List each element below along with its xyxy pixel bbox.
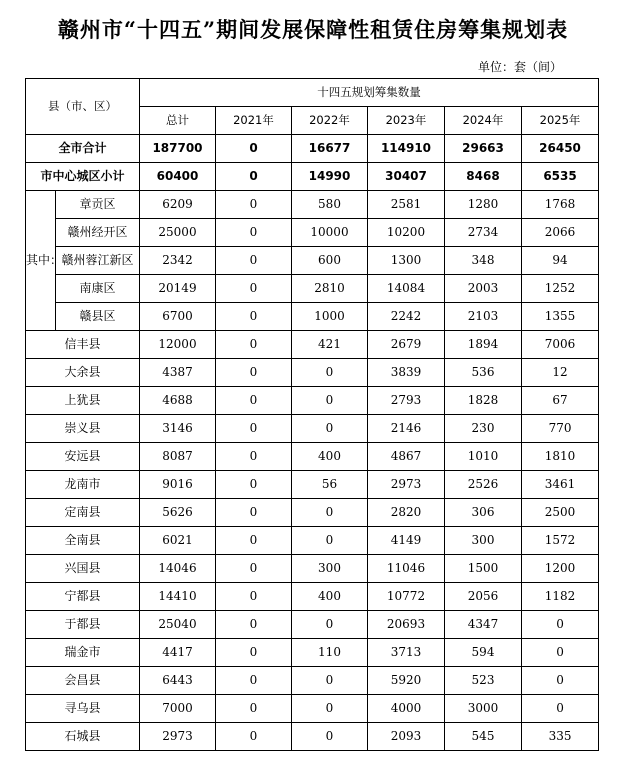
- row-value: 2793: [368, 387, 445, 415]
- row-value: 1768: [522, 191, 599, 219]
- row-value: 2500: [522, 499, 599, 527]
- row-value: 6443: [140, 667, 216, 695]
- row-value: 11046: [368, 555, 445, 583]
- sub-row: [26, 191, 599, 219]
- row-value: 4149: [368, 527, 445, 555]
- row-name: 安远县: [26, 443, 140, 471]
- row-name: 宁都县: [26, 583, 140, 611]
- row-value: 1355: [522, 303, 599, 331]
- row-value: 1182: [522, 583, 599, 611]
- row-value: 0: [216, 135, 292, 163]
- row-name: 南康区: [56, 275, 140, 303]
- row-value: 536: [445, 359, 522, 387]
- column-header: 2024年: [445, 107, 522, 135]
- row-name: 瑞金市: [26, 639, 140, 667]
- row-value: 20693: [368, 611, 445, 639]
- row-name: 上犹县: [26, 387, 140, 415]
- row-name: 全市合计: [26, 135, 140, 163]
- column-header: 总计: [140, 107, 216, 135]
- page-title: 赣州市“十四五”期间发展保障性租赁住房筹集规划表: [57, 17, 569, 42]
- row-value: 2734: [445, 219, 522, 247]
- row-value: 0: [216, 583, 292, 611]
- row-value: 1280: [445, 191, 522, 219]
- row-value: 29663: [445, 135, 522, 163]
- row-value: 6535: [522, 163, 599, 191]
- row-value: 94: [522, 247, 599, 275]
- row-value: 0: [522, 695, 599, 723]
- county-row: [26, 555, 599, 583]
- row-value: 20149: [140, 275, 216, 303]
- county-row: [26, 583, 599, 611]
- row-name: 石城县: [26, 723, 140, 751]
- row-value: 1300: [368, 247, 445, 275]
- row-value: 421: [292, 331, 368, 359]
- row-value: 114910: [368, 135, 445, 163]
- row-value: 0: [216, 275, 292, 303]
- row-value: 306: [445, 499, 522, 527]
- group-header: 十四五规划筹集数量: [140, 79, 599, 107]
- row-value: 2066: [522, 219, 599, 247]
- row-value: 12000: [140, 331, 216, 359]
- column-header: 2025年: [522, 107, 599, 135]
- county-row: [26, 695, 599, 723]
- row-value: 0: [216, 219, 292, 247]
- sub-row: [26, 275, 599, 303]
- row-value: 6209: [140, 191, 216, 219]
- row-value: 6021: [140, 527, 216, 555]
- row-value: 580: [292, 191, 368, 219]
- row-value: 10772: [368, 583, 445, 611]
- row-name: 信丰县: [26, 331, 140, 359]
- row-value: 2146: [368, 415, 445, 443]
- row-value: 3713: [368, 639, 445, 667]
- county-row: [26, 499, 599, 527]
- row-value: 300: [445, 527, 522, 555]
- row-value: 14410: [140, 583, 216, 611]
- row-value: 2581: [368, 191, 445, 219]
- row-value: 5626: [140, 499, 216, 527]
- county-row: [26, 723, 599, 751]
- row-value: 4417: [140, 639, 216, 667]
- row-value: 8087: [140, 443, 216, 471]
- county-row: [26, 639, 599, 667]
- row-value: 67: [522, 387, 599, 415]
- column-header: 2022年: [292, 107, 368, 135]
- row-value: 0: [216, 555, 292, 583]
- row-value: 1828: [445, 387, 522, 415]
- sub-group-label: 其中：: [26, 191, 56, 331]
- row-value: 2342: [140, 247, 216, 275]
- row-value: 7006: [522, 331, 599, 359]
- row-value: 0: [216, 387, 292, 415]
- row-name: 章贡区: [56, 191, 140, 219]
- row-name: 定南县: [26, 499, 140, 527]
- row-value: 2526: [445, 471, 522, 499]
- sub-row: [26, 219, 599, 247]
- county-header: 县（市、区）: [26, 79, 140, 135]
- row-value: 1000: [292, 303, 368, 331]
- row-value: 2103: [445, 303, 522, 331]
- summary-row: [26, 135, 599, 163]
- row-value: 2679: [368, 331, 445, 359]
- row-value: 2242: [368, 303, 445, 331]
- row-value: 25040: [140, 611, 216, 639]
- county-row: [26, 667, 599, 695]
- row-value: 0: [216, 695, 292, 723]
- row-value: 348: [445, 247, 522, 275]
- row-value: 0: [216, 303, 292, 331]
- row-value: 0: [292, 387, 368, 415]
- row-name: 龙南市: [26, 471, 140, 499]
- row-value: 2093: [368, 723, 445, 751]
- row-value: 10000: [292, 219, 368, 247]
- row-value: 2820: [368, 499, 445, 527]
- row-value: 335: [522, 723, 599, 751]
- row-value: 1252: [522, 275, 599, 303]
- row-value: 0: [292, 499, 368, 527]
- county-row: [26, 387, 599, 415]
- row-value: 3000: [445, 695, 522, 723]
- row-value: 770: [522, 415, 599, 443]
- row-value: 1500: [445, 555, 522, 583]
- row-name: 大余县: [26, 359, 140, 387]
- row-value: 0: [292, 695, 368, 723]
- row-value: 0: [216, 331, 292, 359]
- row-value: 400: [292, 443, 368, 471]
- row-value: 0: [292, 527, 368, 555]
- row-value: 0: [216, 611, 292, 639]
- row-value: 0: [292, 611, 368, 639]
- row-value: 0: [216, 527, 292, 555]
- row-value: 5920: [368, 667, 445, 695]
- row-value: 0: [216, 639, 292, 667]
- row-value: 60400: [140, 163, 216, 191]
- row-value: 0: [292, 415, 368, 443]
- row-value: 56: [292, 471, 368, 499]
- row-value: 230: [445, 415, 522, 443]
- row-value: 2973: [140, 723, 216, 751]
- row-value: 594: [445, 639, 522, 667]
- row-value: 3839: [368, 359, 445, 387]
- row-value: 600: [292, 247, 368, 275]
- row-name: 市中心城区小计: [26, 163, 140, 191]
- header-row-1: [26, 79, 599, 107]
- row-value: 16677: [292, 135, 368, 163]
- row-value: 25000: [140, 219, 216, 247]
- row-value: 0: [216, 163, 292, 191]
- unit-label: 单位：套（间）: [477, 60, 562, 74]
- county-row: [26, 471, 599, 499]
- row-value: 9016: [140, 471, 216, 499]
- row-value: 0: [292, 723, 368, 751]
- county-row: [26, 415, 599, 443]
- row-value: 12: [522, 359, 599, 387]
- row-value: 0: [292, 667, 368, 695]
- row-value: 0: [216, 247, 292, 275]
- row-value: 4867: [368, 443, 445, 471]
- row-value: 4000: [368, 695, 445, 723]
- row-value: 110: [292, 639, 368, 667]
- county-row: [26, 443, 599, 471]
- row-value: 545: [445, 723, 522, 751]
- county-row: [26, 359, 599, 387]
- row-value: 10200: [368, 219, 445, 247]
- row-value: 2003: [445, 275, 522, 303]
- row-value: 0: [216, 191, 292, 219]
- row-value: 0: [522, 667, 599, 695]
- county-row: [26, 611, 599, 639]
- row-value: 2056: [445, 583, 522, 611]
- row-value: 400: [292, 583, 368, 611]
- county-row: [26, 331, 599, 359]
- table-body: [26, 79, 599, 751]
- row-value: 0: [216, 667, 292, 695]
- row-value: 8468: [445, 163, 522, 191]
- row-value: 300: [292, 555, 368, 583]
- row-name: 会昌县: [26, 667, 140, 695]
- sub-row: [26, 247, 599, 275]
- row-value: 0: [216, 415, 292, 443]
- row-value: 6700: [140, 303, 216, 331]
- row-value: 0: [522, 639, 599, 667]
- sub-row: [26, 303, 599, 331]
- summary-row: [26, 163, 599, 191]
- row-value: 14084: [368, 275, 445, 303]
- row-value: 1200: [522, 555, 599, 583]
- row-value: 0: [216, 499, 292, 527]
- row-name: 赣县区: [56, 303, 140, 331]
- county-row: [26, 527, 599, 555]
- row-value: 0: [216, 443, 292, 471]
- row-value: 0: [216, 359, 292, 387]
- row-value: 3146: [140, 415, 216, 443]
- row-value: 30407: [368, 163, 445, 191]
- row-value: 0: [522, 611, 599, 639]
- row-value: 26450: [522, 135, 599, 163]
- row-value: 14990: [292, 163, 368, 191]
- row-value: 0: [216, 723, 292, 751]
- row-value: 187700: [140, 135, 216, 163]
- row-value: 7000: [140, 695, 216, 723]
- row-name: 崇义县: [26, 415, 140, 443]
- column-header: 2023年: [368, 107, 445, 135]
- row-value: 1894: [445, 331, 522, 359]
- row-value: 4688: [140, 387, 216, 415]
- row-name: 寻乌县: [26, 695, 140, 723]
- row-value: 1810: [522, 443, 599, 471]
- column-header: 2021年: [216, 107, 292, 135]
- row-value: 1572: [522, 527, 599, 555]
- row-value: 14046: [140, 555, 216, 583]
- row-value: 0: [216, 471, 292, 499]
- row-value: 0: [292, 359, 368, 387]
- row-value: 4387: [140, 359, 216, 387]
- row-name: 于都县: [26, 611, 140, 639]
- row-value: 2810: [292, 275, 368, 303]
- row-name: 赣州蓉江新区: [56, 247, 140, 275]
- row-value: 2973: [368, 471, 445, 499]
- row-value: 523: [445, 667, 522, 695]
- row-name: 兴国县: [26, 555, 140, 583]
- row-name: 赣州经开区: [56, 219, 140, 247]
- row-value: 3461: [522, 471, 599, 499]
- row-value: 1010: [445, 443, 522, 471]
- planning-table: [25, 78, 599, 751]
- row-name: 全南县: [26, 527, 140, 555]
- row-value: 4347: [445, 611, 522, 639]
